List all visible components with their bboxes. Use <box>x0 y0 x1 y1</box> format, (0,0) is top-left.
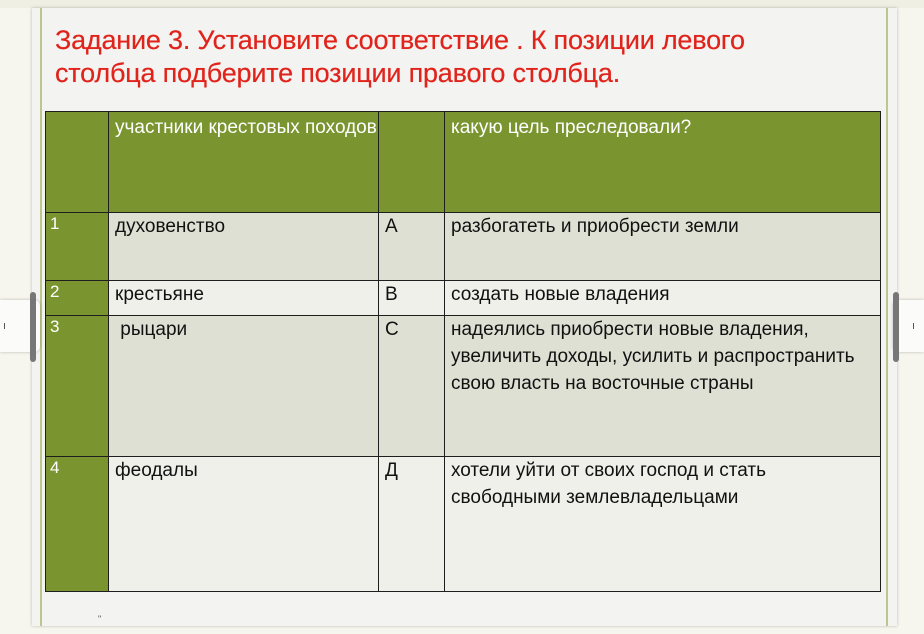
goal-cell: создать новые владения <box>445 281 881 316</box>
row-number: 3 <box>46 316 109 457</box>
participant-cell: крестьяне <box>109 281 379 316</box>
slide-left-rule <box>40 8 42 626</box>
table-row <box>46 457 881 592</box>
matching-table <box>45 111 881 592</box>
header-goals: какую цель преследовали? <box>445 112 881 213</box>
previous-slide-tick <box>4 323 5 329</box>
letter-cell: А <box>379 213 445 281</box>
row-number: 4 <box>46 457 109 592</box>
table-row <box>46 213 881 281</box>
task-title <box>55 24 875 90</box>
participant-cell: духовенство <box>109 213 379 281</box>
letter-cell: Д <box>379 457 445 592</box>
background-top-strip <box>0 0 924 8</box>
row-number: 1 <box>46 213 109 281</box>
header-num-cell <box>46 112 109 213</box>
task-title-line-2: столбца подберите позиции правого столбца. <box>55 58 621 88</box>
table-header-row <box>46 112 881 213</box>
footer-mark: " <box>98 614 102 624</box>
next-slide-handle[interactable] <box>893 300 924 352</box>
table-row <box>46 281 881 316</box>
participant-cell: феодалы <box>109 457 379 592</box>
letter-cell: С <box>379 316 445 457</box>
participant-cell: рыцари <box>109 316 379 457</box>
letter-cell: В <box>379 281 445 316</box>
next-slide-tick <box>913 323 914 329</box>
header-participants: участники крестовых походов <box>109 112 379 213</box>
slide-right-rule <box>886 8 888 626</box>
task-title-line-1: Задание 3. Установите соответствие . К позиции левого <box>55 25 745 55</box>
previous-slide-handle[interactable] <box>0 300 40 352</box>
table-row <box>46 316 881 457</box>
goal-cell: хотели уйти от своих господ и стать свободными землевладельцами <box>445 457 881 592</box>
header-letter-cell <box>379 112 445 213</box>
goal-cell: разбогатеть и приобрести земли <box>445 213 881 281</box>
goal-cell: надеялись приобрести новые владения, увеличить доходы, усилить и распространить свою власть на восточные страны <box>445 316 881 457</box>
row-number: 2 <box>46 281 109 316</box>
